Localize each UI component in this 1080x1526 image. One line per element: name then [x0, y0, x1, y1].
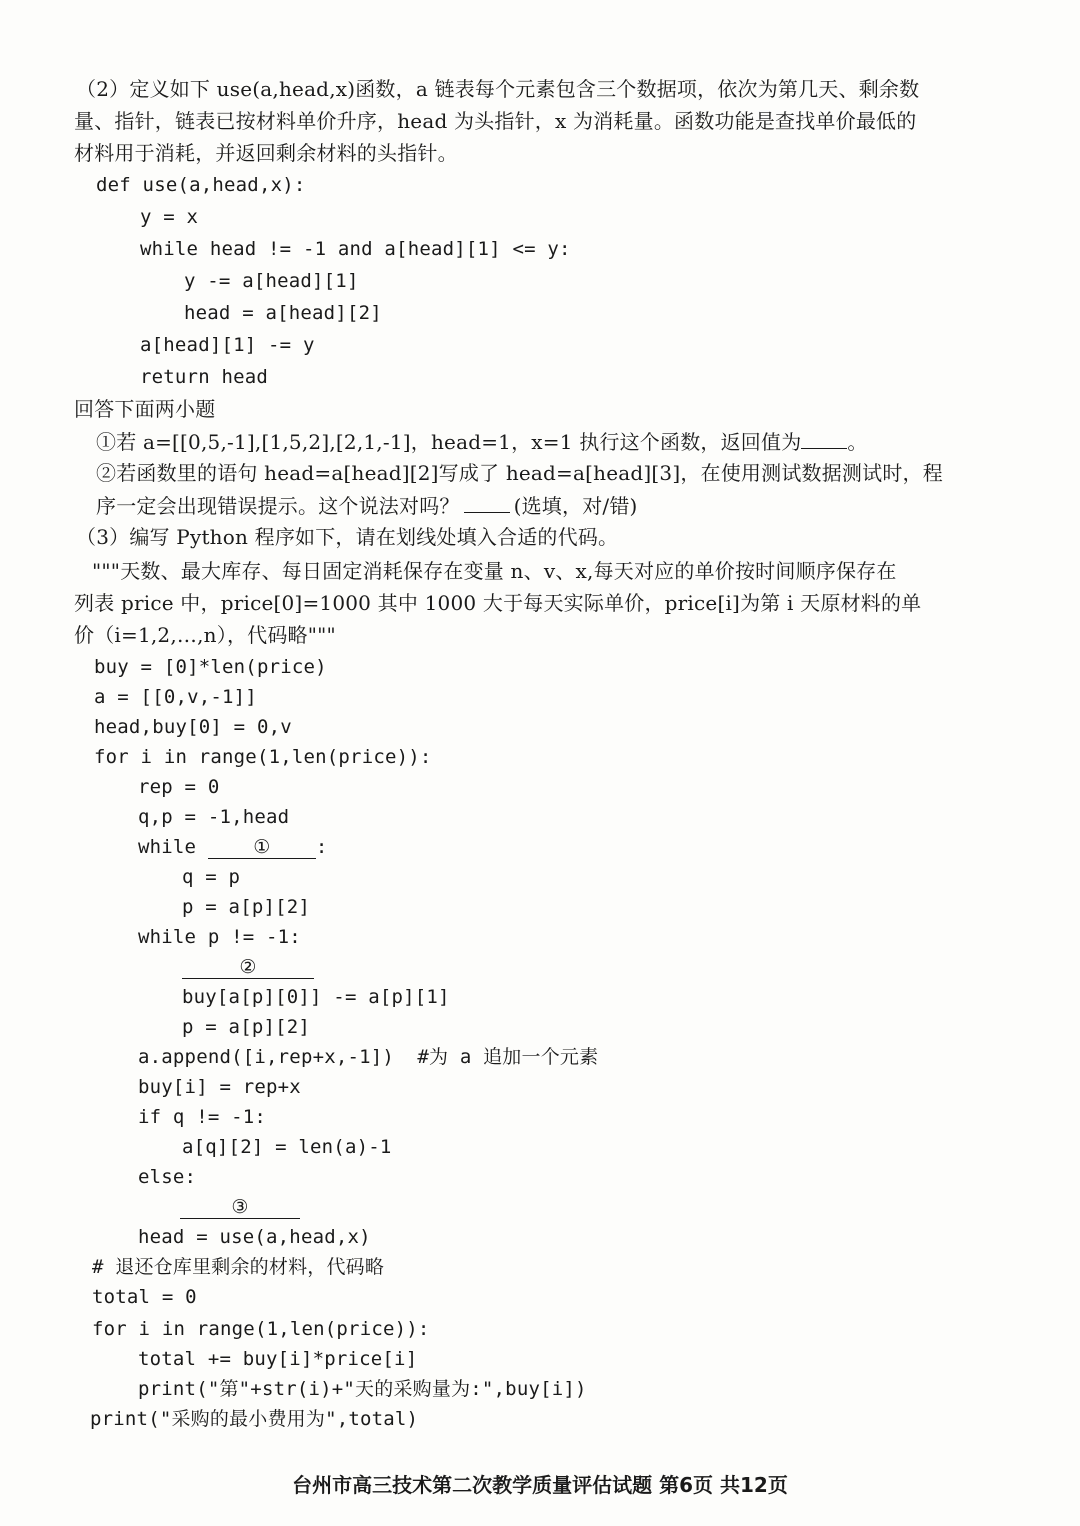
- code-line: print("采购的最小费用为",total): [90, 1408, 419, 1430]
- question-1-text: ①若 a=[[0,5,-1],[1,5,2],[2,1,-1]，head=1，x=1 执行这个函数，返回值为: [96, 430, 802, 454]
- part3-intro: （3）编写 Python 程序如下，请在划线处填入合适的代码。: [76, 525, 619, 549]
- code-line: p = a[p][2]: [182, 1016, 311, 1038]
- code-line: for i in range(1,len(price)):: [92, 1318, 430, 1340]
- code-line: head,buy[0] = 0,v: [94, 716, 292, 738]
- code-line: total += buy[i]*price[i]: [138, 1348, 418, 1370]
- code-line: else:: [138, 1166, 197, 1188]
- code-blank-2[interactable]: [182, 956, 314, 979]
- question-2-line2: [96, 490, 638, 521]
- code-line: print("第"+str(i)+"天的采购量为:",buy[i]): [138, 1378, 587, 1400]
- code-line: def use(a,head,x):: [96, 174, 306, 196]
- blank-marker-2: ②: [239, 956, 257, 978]
- answer-blank[interactable]: [801, 426, 847, 449]
- code-line-blank-1: [138, 832, 327, 862]
- code-line-blank-3: [180, 1192, 300, 1222]
- code-line: rep = 0: [138, 776, 220, 798]
- code-line: head = a[head][2]: [184, 302, 382, 324]
- part2-intro-line2: 量、指针，链表已按材料单价升序，head 为头指针，x 为消耗量。函数功能是查找单价最低的: [74, 109, 917, 133]
- code-line: buy[i] = rep+x: [138, 1076, 301, 1098]
- part2-intro-line1: （2）定义如下 use(a,head,x)函数，a 链表每个元素包含三个数据项，依次为第几天、剩余数: [76, 77, 920, 101]
- code-line: if q != -1:: [138, 1106, 267, 1128]
- code-line: a.append([i,rep+x,-1]) #为 a 追加一个元素: [138, 1046, 599, 1068]
- answer-blank[interactable]: [464, 490, 510, 513]
- colon: :: [315, 836, 328, 858]
- code-line: while head != -1 and a[head][1] <= y:: [140, 238, 571, 260]
- code-line: q,p = -1,head: [138, 806, 290, 828]
- docstring-line2: 列表 price 中，price[0]=1000 其中 1000 大于每天实际单价，price[i]为第 i 天原材料的单: [74, 591, 922, 615]
- code-blank-1[interactable]: [208, 836, 316, 859]
- code-line: y = x: [140, 206, 199, 228]
- question-1: [96, 426, 868, 457]
- blank-marker-3: ③: [231, 1196, 249, 1218]
- while-keyword: while: [138, 836, 197, 858]
- question-1-end: 。: [847, 430, 868, 454]
- code-line: return head: [140, 366, 269, 388]
- question-2-options: (选填，对/错): [513, 494, 638, 518]
- question-2-text: 序一定会出现错误提示。这个说法对吗？: [96, 494, 460, 518]
- code-line: a[q][2] = len(a)-1: [182, 1136, 392, 1158]
- code-line-blank-2: [182, 952, 314, 982]
- answer-prompt: 回答下面两小题: [74, 397, 216, 421]
- blank-marker-1: ①: [253, 836, 271, 858]
- code-line: a = [[0,v,-1]]: [94, 686, 257, 708]
- code-blank-3[interactable]: [180, 1196, 300, 1219]
- code-line: buy = [0]*len(price): [94, 656, 327, 678]
- code-line: a[head][1] -= y: [140, 334, 315, 356]
- code-line: for i in range(1,len(price)):: [94, 746, 432, 768]
- code-line: q = p: [182, 866, 241, 888]
- code-line: total = 0: [92, 1286, 197, 1308]
- code-line: buy[a[p][0]] -= a[p][1]: [182, 986, 450, 1008]
- code-line: head = use(a,head,x): [138, 1226, 371, 1248]
- code-line: p = a[p][2]: [182, 896, 311, 918]
- docstring-line1: """天数、最大库存、每日固定消耗保存在变量 n、v、x,每天对应的单价按时间顺序保存在: [92, 559, 897, 583]
- docstring-line3: 价（i=1,2,…,n），代码略""": [74, 623, 336, 647]
- part2-intro-line3: 材料用于消耗，并返回剩余材料的头指针。: [74, 141, 458, 165]
- code-line: y -= a[head][1]: [184, 270, 359, 292]
- page-footer: 台州市高三技术第二次教学质量评估试题 第6页 共12页: [292, 1473, 788, 1497]
- question-2-line1: ②若函数里的语句 head=a[head][2]写成了 head=a[head][3]，在使用测试数据测试时，程: [96, 461, 943, 485]
- code-line: while p != -1:: [138, 926, 301, 948]
- code-comment: # 退还仓库里剩余的材料，代码略: [92, 1256, 385, 1278]
